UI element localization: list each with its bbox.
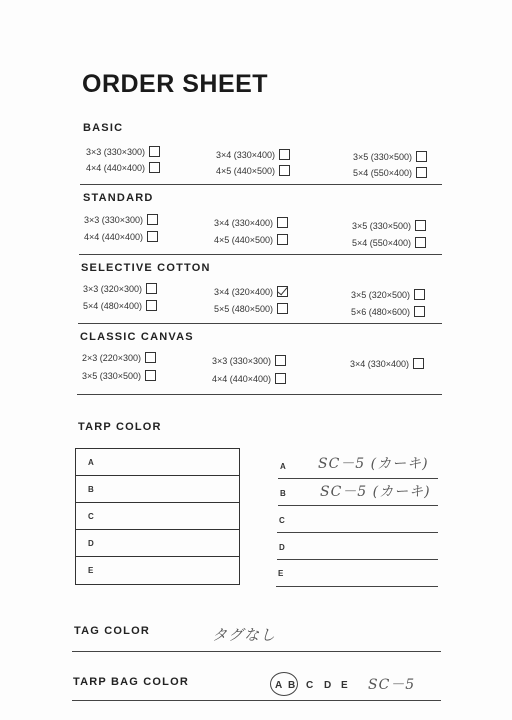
option-label: 3×4 (330×400): [214, 217, 274, 228]
option-selective-3x3[interactable]: [83, 283, 157, 294]
checkbox[interactable]: [277, 217, 288, 228]
color-field-label-e: E: [278, 569, 284, 578]
section-label-standard: STANDARD: [83, 192, 154, 204]
checkbox[interactable]: [416, 167, 427, 178]
checkbox[interactable]: [279, 149, 290, 160]
section-label-tarp-color: TARP COLOR: [78, 421, 162, 433]
option-selective-5x4[interactable]: [83, 300, 157, 311]
table-row[interactable]: [76, 503, 239, 530]
handwritten-color-a: SC－5 (カーキ): [318, 456, 429, 472]
bag-option-a[interactable]: A: [275, 680, 283, 691]
bag-option-c[interactable]: C: [306, 680, 314, 691]
checkbox[interactable]: [277, 234, 288, 245]
checkbox[interactable]: [413, 358, 424, 369]
checkbox[interactable]: [414, 306, 425, 317]
option-basic-3x4[interactable]: [216, 149, 290, 160]
option-basic-4x4[interactable]: [86, 162, 160, 173]
bag-option-e[interactable]: E: [341, 680, 348, 691]
field-line-c[interactable]: [277, 532, 438, 533]
option-label: 3×5 (330×500): [353, 151, 413, 162]
row-label: B: [88, 485, 94, 494]
row-label: C: [88, 512, 94, 521]
color-field-label-b: B: [280, 489, 286, 498]
option-selective-5x6[interactable]: [351, 306, 425, 317]
option-label: 3×4 (320×400): [214, 286, 274, 297]
option-classic-2x3[interactable]: [82, 352, 156, 363]
checkbox[interactable]: [415, 237, 426, 248]
option-label: 3×5 (330×500): [352, 220, 412, 231]
row-label: E: [88, 566, 94, 575]
option-label: 5×6 (480×600): [351, 306, 411, 317]
field-line-tag-color[interactable]: [72, 651, 441, 652]
row-label: A: [88, 458, 94, 467]
option-label: 4×4 (440×400): [212, 373, 272, 384]
option-classic-4x4[interactable]: [212, 373, 286, 384]
checkbox[interactable]: [146, 300, 157, 311]
checkbox[interactable]: [147, 214, 158, 225]
section-divider: [80, 184, 442, 185]
checkbox[interactable]: [414, 289, 425, 300]
checkbox[interactable]: [416, 151, 427, 162]
bag-option-b[interactable]: B: [288, 680, 296, 691]
row-label: D: [88, 539, 94, 548]
checkbox[interactable]: [275, 355, 286, 366]
option-label: 3×5 (330×500): [82, 370, 142, 381]
option-standard-3x5[interactable]: [352, 220, 426, 231]
option-label: 2×3 (220×300): [82, 352, 142, 363]
option-label: 5×4 (550×400): [352, 237, 412, 248]
option-selective-3x4[interactable]: [214, 286, 288, 297]
section-label-classic-canvas: CLASSIC CANVAS: [80, 331, 194, 343]
option-label: 3×3 (330×300): [86, 146, 146, 157]
handwritten-color-b: SC－5 (カーキ): [320, 484, 431, 500]
option-standard-4x5[interactable]: [214, 234, 288, 245]
handwritten-bag-color: SC－5: [368, 677, 416, 693]
field-line-e[interactable]: [276, 586, 438, 587]
color-field-label-a: A: [280, 462, 286, 471]
option-classic-3x5[interactable]: [82, 370, 156, 381]
checkbox[interactable]: [146, 283, 157, 294]
handwritten-tag-color: タグなし: [212, 626, 277, 644]
checkbox[interactable]: [147, 231, 158, 242]
option-label: 3×3 (320×300): [83, 283, 143, 294]
option-standard-4x4[interactable]: [84, 231, 158, 242]
checkbox[interactable]: [275, 373, 286, 384]
section-label-basic: BASIC: [83, 122, 124, 134]
option-label: 5×4 (480×400): [83, 300, 143, 311]
tarp-color-table: [75, 448, 240, 585]
option-label: 3×4 (330×400): [216, 149, 276, 160]
table-row[interactable]: [76, 530, 239, 557]
section-divider: [77, 394, 442, 395]
checkbox[interactable]: [149, 146, 160, 157]
field-line-d[interactable]: [277, 559, 438, 560]
field-line-tarp-bag-color[interactable]: [72, 700, 441, 701]
option-label: 4×4 (440×400): [84, 231, 144, 242]
checkbox-checked[interactable]: [277, 286, 288, 297]
section-label-tag-color: TAG COLOR: [74, 625, 150, 637]
checkbox[interactable]: [415, 220, 426, 231]
option-basic-3x3[interactable]: [86, 146, 160, 157]
field-line-a[interactable]: [278, 478, 438, 479]
option-selective-3x5[interactable]: [351, 289, 425, 300]
option-classic-3x3[interactable]: [212, 355, 286, 366]
section-label-tarp-bag-color: TARP BAG COLOR: [73, 676, 190, 688]
table-row[interactable]: [76, 476, 239, 503]
checkbox[interactable]: [277, 303, 288, 314]
checkbox[interactable]: [149, 162, 160, 173]
section-divider: [79, 254, 442, 255]
section-divider: [78, 323, 442, 324]
option-standard-3x4[interactable]: [214, 217, 288, 228]
option-selective-5x5[interactable]: [214, 303, 288, 314]
option-standard-3x3[interactable]: [84, 214, 158, 225]
option-label: 4×5 (440×500): [216, 165, 276, 176]
option-label: 5×4 (550×400): [353, 167, 413, 178]
table-row[interactable]: [76, 449, 239, 476]
bag-option-d[interactable]: D: [324, 680, 332, 691]
table-row[interactable]: [76, 557, 239, 584]
field-line-b[interactable]: [278, 505, 438, 506]
option-basic-3x5[interactable]: [353, 151, 427, 162]
option-label: 3×3 (330×300): [212, 355, 272, 366]
option-basic-5x4[interactable]: [353, 167, 427, 178]
checkbox[interactable]: [145, 352, 156, 363]
page-title: ORDER SHEET: [82, 70, 269, 98]
checkbox[interactable]: [279, 165, 290, 176]
color-field-label-d: D: [279, 543, 285, 552]
checkbox[interactable]: [145, 370, 156, 381]
color-field-label-c: C: [279, 516, 285, 525]
option-classic-3x4[interactable]: [350, 358, 424, 369]
option-label: 3×4 (330×400): [350, 358, 410, 369]
option-label: 3×5 (320×500): [351, 289, 411, 300]
option-label: 4×4 (440×400): [86, 162, 146, 173]
option-basic-4x5[interactable]: [216, 165, 290, 176]
option-label: 4×5 (440×500): [214, 234, 274, 245]
option-label: 5×5 (480×500): [214, 303, 274, 314]
option-standard-5x4[interactable]: [352, 237, 426, 248]
section-label-selective-cotton: SELECTIVE COTTON: [81, 262, 211, 274]
option-label: 3×3 (330×300): [84, 214, 144, 225]
